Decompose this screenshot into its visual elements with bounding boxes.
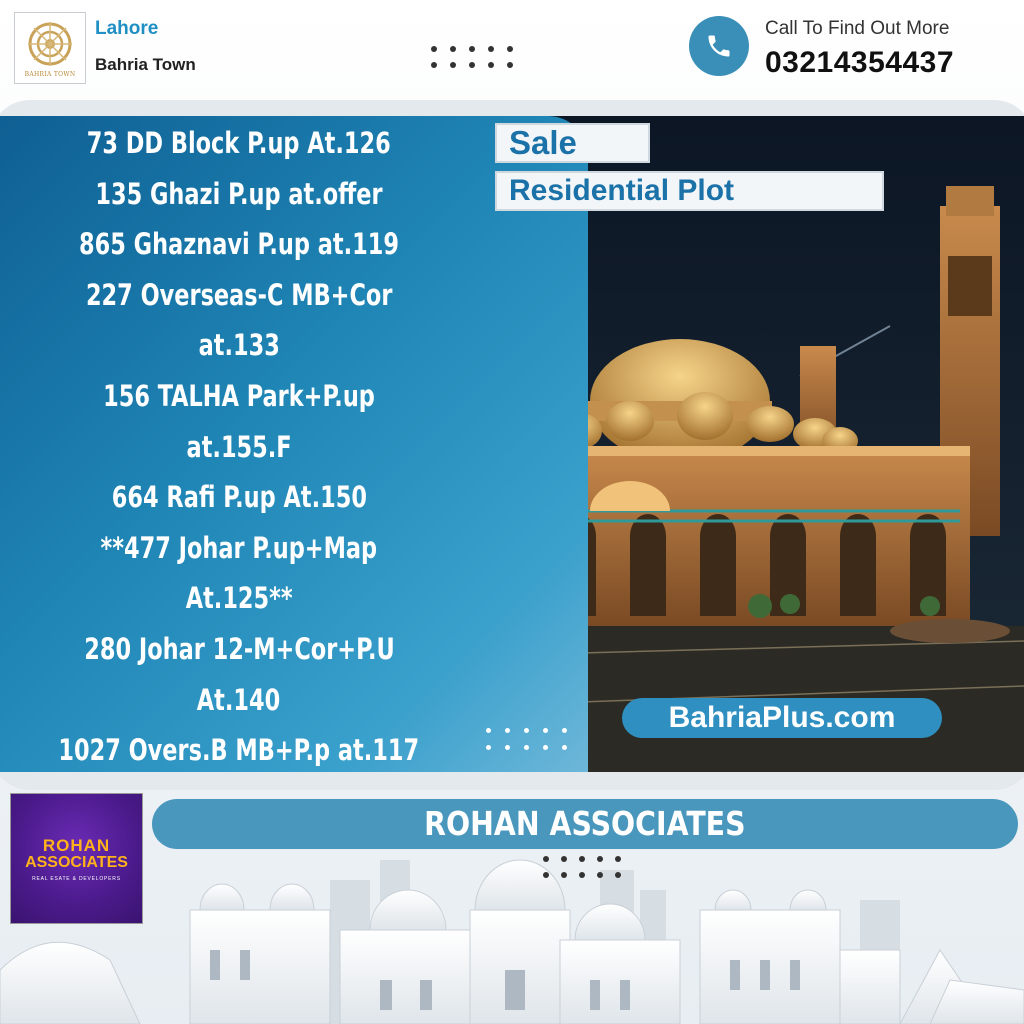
city-skyline-illustration — [0, 840, 1024, 1024]
phone-button[interactable] — [689, 16, 749, 76]
decor-dots-top — [431, 46, 513, 68]
logo-brand-text: BAHRIA TOWN — [24, 71, 76, 78]
list-item: 1027 Overs.B MB+P.p at.117 — [58, 733, 420, 768]
bahria-emblem-icon — [25, 19, 75, 69]
decor-dots-bottom — [543, 856, 621, 878]
agency-banner: ROHAN ASSOCIATES — [152, 799, 1018, 849]
phone-number[interactable]: 03214354437 — [765, 46, 955, 79]
decor-dots-panel — [486, 728, 567, 750]
bahria-town-logo — [14, 12, 86, 84]
list-item: 135 Ghazi P.up at.offer — [95, 176, 383, 211]
list-item: 156 TALHA Park+P.up — [103, 378, 375, 413]
sale-tag: Sale — [495, 123, 650, 163]
list-item: 280 Johar 12-M+Cor+P.U — [83, 631, 395, 666]
list-item: At.140 — [197, 682, 281, 717]
rohan-associates-logo: ROHAN ASSOCIATES REAL ESATE & DEVELOPERS — [10, 793, 143, 924]
list-item: at.155.F — [186, 429, 292, 464]
list-item: 227 Overseas-C MB+Cor — [85, 277, 393, 312]
list-item: **477 Johar P.up+Map — [100, 530, 378, 565]
town-label: Bahria Town — [95, 55, 196, 74]
list-item: at.133 — [198, 328, 280, 363]
list-item: 73 DD Block P.up At.126 — [86, 126, 392, 160]
list-item: 865 Ghaznavi P.up at.119 — [79, 227, 399, 262]
property-type-tag: Residential Plot — [495, 171, 884, 211]
listings-list — [0, 118, 478, 776]
list-item: At.125** — [185, 581, 293, 616]
call-prompt: Call To Find Out More — [765, 18, 950, 39]
phone-icon — [705, 32, 733, 60]
website-link[interactable]: BahriaPlus.com — [622, 698, 942, 738]
city-label: Lahore — [95, 18, 159, 39]
list-item: 664 Rafi P.up At.150 — [111, 480, 367, 515]
